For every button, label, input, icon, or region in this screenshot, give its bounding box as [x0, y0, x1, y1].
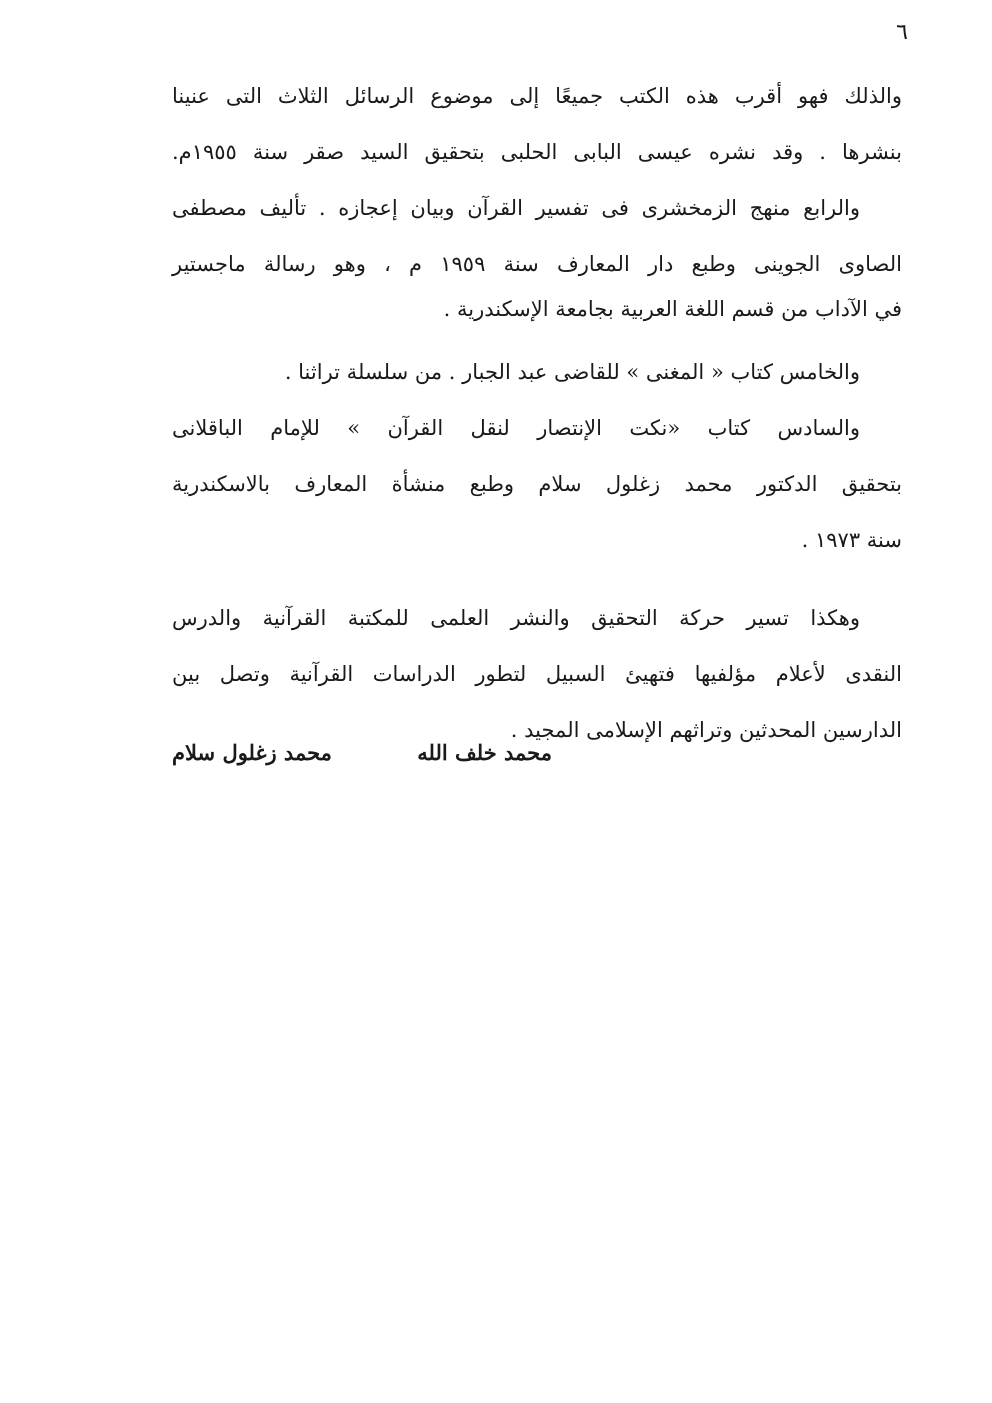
- text-line: الدارسين المحدثين وتراثهم الإسلامى المجيد .: [510, 718, 902, 742]
- text-line: والرابع منهج الزمخشرى فى تفسير القرآن وبيان إعجازه . تأليف مصطفى: [172, 196, 860, 220]
- text-line: والذلك فهو أقرب هذه الكتب جميعًا إلى موضوع الرسائل الثلاث التى عنينا: [172, 84, 902, 108]
- body-text: [172, 68, 902, 758]
- text-line: الصاوى الجوينى وطبع دار المعارف سنة ١٩٥٩ م ، وهو رسالة ماجستير: [172, 252, 902, 276]
- text-line: في الآداب من قسم اللغة العربية بجامعة الإسكندرية .: [443, 297, 902, 321]
- signature-second-author: محمد زغلول سلام: [172, 740, 332, 765]
- text-line: وهكذا تسير حركة التحقيق والنشر العلمى للمكتبة القرآنية والدرس: [172, 606, 860, 630]
- text-line: النقدى لأعلام مؤلفيها فتهيئ السبيل لتطور الدراسات القرآنية وتصل بين: [172, 662, 902, 686]
- text-line: والسادس كتاب «نكت الإنتصار لنقل القرآن » للإمام الباقلانى: [172, 416, 860, 440]
- text-line: سنة ١٩٧٣ .: [801, 528, 902, 552]
- signatures: [172, 740, 552, 765]
- page-number: ٦: [896, 20, 908, 45]
- signature-first-author: محمد خلف الله: [417, 740, 552, 765]
- text-line: والخامس كتاب « المغنى » للقاضى عبد الجبار . من سلسلة تراثنا .: [284, 360, 860, 384]
- text-line: بنشرها . وقد نشره عيسى البابى الحلبى بتحقيق السيد صقر سنة ١٩٥٥م.: [172, 140, 902, 164]
- text-line: بتحقيق الدكتور محمد زغلول سلام وطبع منشأة المعارف بالاسكندرية: [172, 472, 902, 496]
